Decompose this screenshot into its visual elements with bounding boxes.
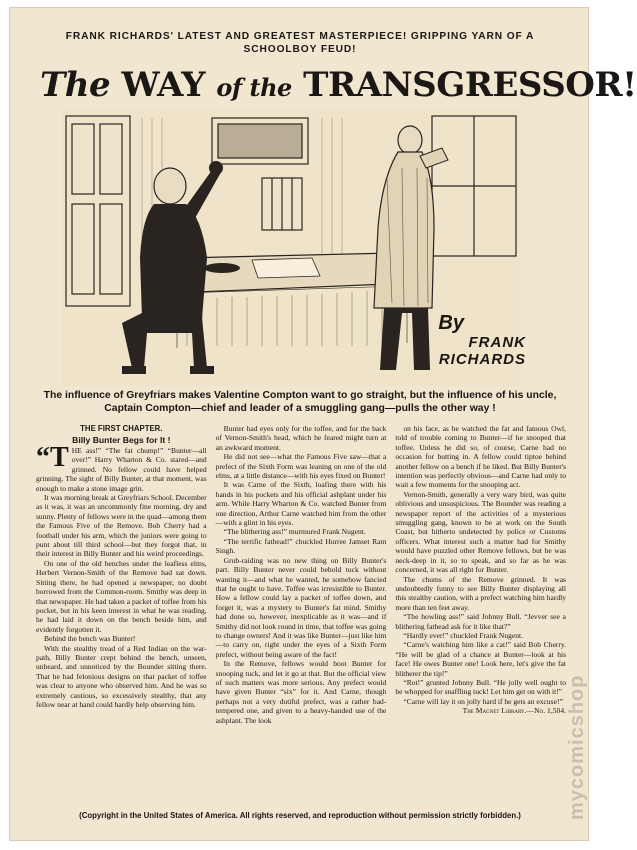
- title-word-way: WAY: [121, 65, 205, 105]
- article-paragraph: “The howling ass!” said Johnny Bull. “Jevver see a blithering fathead ask for it like that?”: [395, 612, 567, 631]
- article-column-3: [395, 424, 566, 810]
- magazine-page: [10, 8, 637, 840]
- article-paragraph: On one of the old benches under the leafless elms, Herbert Vernon-Smith of the Remove had sat down. Sitting there, he had opened a newspaper, no doubt borrowed from the Common-room. Smithy was deep in that newspaper. He had taken a packet of toffee from his pocket, but in his keen interest in what he was reading, he had laid it down on the bench beside him, and evidently forgotten it.: [36, 558, 207, 634]
- article-paragraph: It was morning break at Greyfriars School. December as it was, it was an uncommonly fine morning, dry and sunny. Plenty of fellows were in the quad—among them the Famous Five of the Remove. Bob Cherry had a football under his arm, which the juniors were going to punt about till third school—but they forgot that, in their interest in Billy Bunter and his weird proceedings.: [36, 493, 207, 559]
- byline-author-name: FRANK RICHARDS: [438, 334, 526, 368]
- article-paragraph: He did not see—what the Famous Five saw—that a prefect of the Sixth Form was leaning on one of the old elms, at a little distance—with his eyes fixed on Bunter!: [215, 452, 387, 481]
- chapter-title: Billy Bunter Begs for It !: [72, 435, 171, 445]
- article-paragraph: “THE ass!” “The fat chump!” “Bunter—all over!” Harry Wharton & Co. stared—and grinned. No fellow could have helped grinning. The sight of Billy Bunter, at that moment, was enough to make a stone image grin.: [36, 442, 207, 493]
- article-paragraph: “The blithering ass!” murmured Frank Nugent.: [223, 527, 366, 537]
- title-word-transgressor: TRANSGRESSOR!: [303, 65, 637, 105]
- intro-line-2: Captain Compton—chief and leader of a smuggling gang—pulls the other way !: [104, 403, 496, 414]
- copyright-notice: (Copyright in the United States of America. All rights reserved, and reproduction without permission strictly forbidden.): [79, 811, 521, 820]
- article-columns: [36, 424, 566, 810]
- banner-line-2: SCHOOLBOY FEUD!: [243, 44, 357, 55]
- story-title: [40, 65, 637, 107]
- article-paragraph: on his face, as he watched the fat and fatuous Owl, told of trouble coming to Bunter—if he snooped that toffee. Unless he did so, of course, Carne had no occasion for butting in. A fellow could tiptoe behind another fellow on a bench if he liked. But Billy Bunter's intention was perfectly obvious—and Carne had only to wait a few moments for the snooping act.: [395, 424, 567, 490]
- watermark: mycomicshop: [566, 674, 588, 820]
- article-paragraph: “Carne's watching him like a cat!” said Bob Cherry. “He will be glad of a chance at Bunter—look at his face! He owes Bunter one! Look here, let's give the fat blitherer the tip!”: [395, 640, 567, 678]
- article-paragraph: Vernon-Smith, generally a very wary bird, was quite oblivious and unsuspicious. The Bounder was reading a newspaper report of the activities of a mysterious smuggling gang, known to be at work on the South Coast, but hitherto undetected by police or Customs officers. What interest such a matter had for Smithy would have puzzled other Remove fellows, but he was neck-deep in it, so to speak, and so far as he was concerned, it was all right for Bunter.: [395, 489, 567, 575]
- intro-line-1: The influence of Greyfriars makes Valentine Compton want to go straight, but the influence of his uncle,: [43, 390, 557, 401]
- banner-line-1: FRANK RICHARDS' LATEST AND GREATEST MASTERPIECE! GRIPPING YARN OF A: [65, 31, 535, 42]
- article-paragraph: With the stealthy tread of a Red Indian on the war-path, Billy Bunter crept behind the bench, unseen, unheard, and unnoticed by the Bounder sitting there. That he had felonious designs on that packet of toffee was clear to anyone who observed him. And he was so extremely cautious, so excessively stealthy, that any fellow near at hand could hardly help observing him.: [36, 643, 207, 709]
- article-column-2: [216, 424, 387, 810]
- issue-signature: The Magnet Library.—No. 1,504.: [462, 706, 567, 716]
- article-column-1: [36, 424, 207, 810]
- article-paragraph: “Hardly ever!” chuckled Frank Nugent.: [403, 630, 523, 640]
- chapter-heading: THE FIRST CHAPTER.: [80, 424, 163, 433]
- article-paragraph: Bunter had eyes only for the toffee, and for the back of Vernon-Smith's head, which he feared might turn at an awkward moment.: [215, 424, 387, 452]
- article-paragraph: In the Remove, fellows would boot Bunter for snooping tuck, and let it go at that. But the official view of such matters was more serious. Any prefect would have given Bunter “six” for it. And Carne, though perhaps not a very dutiful prefect, was a rather bad-tempered one, and given to a heavy-handed use of the ashplant. The look: [215, 659, 387, 725]
- article-paragraph: “The terrific fathead!” chuckled Hurree Jamset Ram Singh.: [215, 536, 387, 556]
- article-paragraph: “Carne will lay it on jolly hard if he gets an excuse!”: [403, 696, 563, 706]
- title-word-the: The: [40, 65, 111, 105]
- article-paragraph: “Rot!” grunted Johnny Bull. “He jolly well ought to be whopped for snaffling tuck! Let him get on with it!”: [395, 677, 567, 697]
- byline-by: By: [438, 312, 464, 334]
- article-paragraph: Grub-raiding was no new thing on Billy Bunter's part. Billy Bunter never could behold tuck without wanting it—and what he wanted, he somehow fancied that he ought to have. Toffee was irresistible to Bunter. How a fellow could lay a packet of toffee down, and forget it, was a mystery to Bunter's fat mind. Smithy had done so, however, inexplicable as it was—and if Smithy did not look round in time, that toffee was going to change owners! And it was like Bunter—just like him—to carry on, right under the eyes of a Sixth Form prefect, without being aware of the fact!: [215, 555, 387, 659]
- article-paragraph: The chums of the Remove grinned. It was undoubtedly funny to see Billy Bunter displaying all this stealthy caution, with a prefect watching him hardly more than ten feet away.: [395, 574, 567, 612]
- story-intro: [36, 389, 564, 415]
- article-paragraph: It was Carne of the Sixth, loafing there with his hands in his pockets and his official ashplant under his arm. While Harry Wharton & Co. watched Bunter from one direction, Arthur Carne watched him from the other—with a glint in his eyes.: [215, 480, 387, 528]
- drop-cap: “T: [36, 442, 69, 473]
- author-byline: [386, 312, 526, 382]
- title-word-of-the: of the: [216, 73, 292, 102]
- article-paragraph: Behind the bench was Bunter!: [44, 634, 136, 644]
- top-banner: [24, 30, 576, 56]
